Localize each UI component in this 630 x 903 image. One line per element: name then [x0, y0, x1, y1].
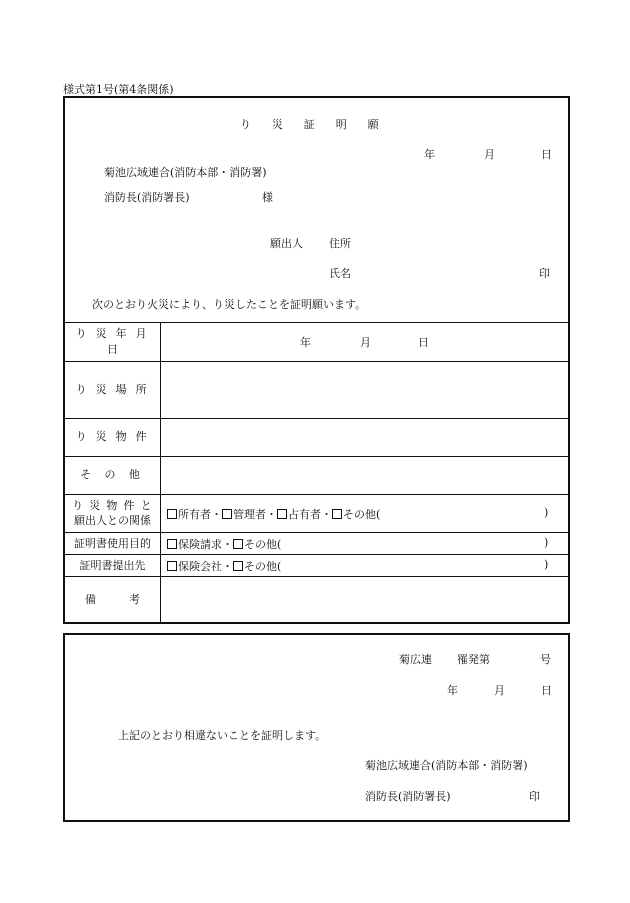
request-text: 次のとおり火災により、り災したことを証明願います。	[92, 298, 367, 311]
applicant-seal: 印	[539, 267, 550, 280]
disaster-date-label-2: 日	[107, 343, 118, 356]
form-number: 様式第1号(第4条関係)	[63, 83, 174, 96]
insurance-company-option[interactable]: 保険会社	[167, 560, 222, 573]
disaster-date-day: 日	[418, 336, 429, 349]
disaster-place-field[interactable]	[161, 362, 568, 418]
disaster-place-label: り 災 場 所	[75, 383, 150, 396]
remarks-label: 備 考	[85, 593, 140, 606]
disaster-date-month: 月	[360, 336, 371, 349]
remarks-field[interactable]	[161, 577, 568, 622]
occupant-option[interactable]: 占有者	[277, 508, 321, 521]
owner-checkbox[interactable]	[167, 509, 177, 519]
certificate-statement: 上記のとおり相違ないことを証明します。	[118, 729, 327, 742]
certificate-date-day: 日	[541, 684, 552, 697]
issuer-title: 消防長(消防署長)	[365, 790, 451, 803]
disaster-date-label-1: り 災 年 月	[75, 327, 150, 340]
other-label: そ の 他	[80, 468, 145, 481]
disaster-property-field[interactable]	[161, 419, 568, 456]
addressee-honorific: 様	[262, 191, 273, 204]
submit-other-checkbox[interactable]	[233, 561, 243, 571]
certificate-ref-mid: 罹発第	[457, 653, 490, 666]
issuer-organization: 菊池広域連合(消防本部・消防署)	[365, 759, 528, 772]
manager-checkbox[interactable]	[222, 509, 232, 519]
purpose-other-option[interactable]: その他(	[233, 538, 281, 551]
purpose-other-checkbox[interactable]	[233, 539, 243, 549]
application-date-year: 年	[424, 148, 435, 161]
relation-label-1: り 災 物 件 と	[72, 499, 153, 512]
issuer-seal: 印	[529, 790, 540, 803]
certificate-date-month: 月	[494, 684, 505, 697]
relation-other-option[interactable]: その他(	[332, 508, 380, 521]
occupant-checkbox[interactable]	[277, 509, 287, 519]
submit-to-label: 証明書提出先	[79, 559, 146, 572]
applicant-label: 願出人	[270, 237, 303, 250]
addressee-title: 消防長(消防署長)	[104, 191, 190, 204]
relation-label-2: 願出人との関係	[74, 514, 151, 527]
certificate-ref-suffix: 号	[540, 653, 551, 666]
application-date-day: 日	[541, 148, 552, 161]
relation-options: 所有者・ 管理者・ 占有者・ その他(	[167, 506, 380, 522]
insurance-claim-option[interactable]: 保険請求	[167, 538, 222, 551]
form-title: り 災 証 明 願	[240, 118, 384, 131]
submit-options: 保険会社・ その他(	[167, 558, 281, 574]
relation-close-paren: )	[544, 506, 549, 519]
other-field[interactable]	[161, 457, 568, 494]
purpose-close-paren: )	[544, 536, 549, 549]
insurance-company-checkbox[interactable]	[167, 561, 177, 571]
certificate-ref-prefix: 菊広連	[399, 653, 432, 666]
insurance-claim-checkbox[interactable]	[167, 539, 177, 549]
relation-other-checkbox[interactable]	[332, 509, 342, 519]
owner-option[interactable]: 所有者	[167, 508, 211, 521]
addressee-organization: 菊池広域連合(消防本部・消防署)	[104, 166, 267, 179]
disaster-property-label: り 災 物 件	[75, 430, 150, 443]
address-label: 住所	[329, 237, 351, 250]
certificate-date-year: 年	[447, 684, 458, 697]
submit-close-paren: )	[544, 558, 549, 571]
purpose-options: 保険請求・ その他(	[167, 536, 281, 552]
submit-other-option[interactable]: その他(	[233, 560, 281, 573]
purpose-label: 証明書使用目的	[74, 537, 151, 550]
disaster-date-year: 年	[300, 336, 311, 349]
name-label: 氏名	[329, 267, 351, 280]
manager-option[interactable]: 管理者	[222, 508, 266, 521]
application-date-month: 月	[484, 148, 495, 161]
